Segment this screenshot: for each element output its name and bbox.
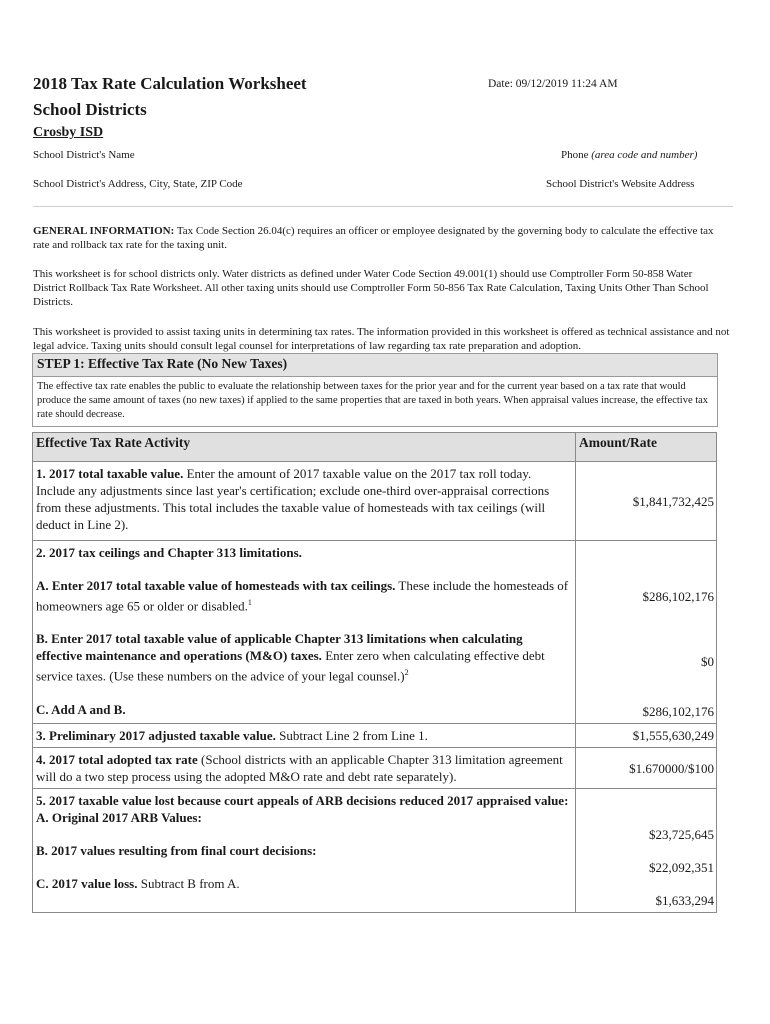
legal-disclaimer-paragraph: This worksheet is provided to assist taxing units in determining tax rates. The information provided in this worksheet is offered as technical assistance and not legal advice. Taxing units should consult legal counsel for interpretations of law regarding tax rate preparation and adoption. [33, 326, 730, 352]
table-row-line4 [33, 748, 717, 789]
district-name: Crosby ISD [33, 125, 104, 140]
line2a-text: These include the homesteads of homeowners age 65 or older or disabled. [36, 578, 569, 614]
line5-label [33, 789, 576, 913]
line2b-amount: $0 [701, 654, 714, 669]
activity-column-header: Effective Tax Rate Activity [33, 433, 576, 462]
general-information-label: GENERAL INFORMATION: [33, 225, 175, 237]
table-row-line1 [33, 462, 717, 541]
line5-heading: 5. 2017 taxable value lost because court appeals of ARB decisions reduced 2017 appraised value: [36, 793, 569, 808]
effective-tax-rate-table [32, 432, 717, 913]
line4-amount: $1.670000/$100 [576, 748, 717, 789]
general-information-text: Tax Code Section 26.04(c) requires an officer or employee designated by the governing body to calculate the effective tax rate and rollback tax rate for the taxing unit. [33, 225, 714, 251]
line2b-text: Enter zero when calculating effective debt service taxes. (Use these numbers on the advice of your legal counsel.) [36, 648, 545, 684]
website-label: School District's Website Address [546, 178, 695, 190]
phone-hint: (area code and number) [591, 149, 698, 161]
step1-description: The effective tax rate enables the public to evaluate the relationship between taxes for the prior year and for the current year based on a tax rate that would produce the same amount of taxes (no new taxes) if applied to the same properties that are taxed in both years. When appraisal values increase, the effective tax rate should decrease. [37, 381, 709, 420]
worksheet-subtitle: School Districts [33, 100, 147, 119]
line2a-label [36, 577, 572, 614]
line5a-amount: $23,725,645 [649, 827, 714, 842]
line5b-amount: $22,092,351 [649, 860, 714, 875]
line2c-amount: $286,102,176 [642, 704, 714, 719]
general-information [33, 224, 725, 252]
phone-label [561, 149, 697, 161]
worksheet-scope-paragraph: This worksheet is for school districts only. Water districts as defined under Water Code Section 49.001(1) should use Comptroller Form 50-858 Water District Rollback Tax Rate Worksheet. All other taxing units should use Comptroller Form 50-856 Tax Rate Calculation, Taxing Units Other Than School Districts. [33, 268, 709, 308]
worksheet-title: 2018 Tax Rate Calculation Worksheet [33, 74, 307, 93]
line2-amounts [576, 541, 717, 724]
table-row-line5 [33, 789, 717, 913]
line1-title: 1. 2017 total taxable value. [36, 466, 184, 481]
line5c-title: C. 2017 value loss. [36, 876, 138, 891]
line1-text: Enter the amount of 2017 taxable value on the 2017 tax roll today. Include any adjustments since last year's certification; exclude one-third over-appraisal corrections from these adjustments. This total includes the taxable value of homesteads with tax ceilings (will deduct in Line 2). [36, 466, 550, 532]
line2a-title: A. Enter 2017 total taxable value of homesteads with tax ceilings. [36, 578, 396, 593]
line5c-amount: $1,633,294 [655, 893, 714, 908]
line4-label [33, 748, 576, 789]
district-name-label: School District's Name [33, 149, 135, 161]
amount-column-header: Amount/Rate [576, 433, 717, 462]
line2c-label: C. Add A and B. [36, 701, 126, 717]
line3-text: Subtract Line 2 from Line 1. [275, 728, 428, 743]
footnote-1: 1 [247, 598, 252, 607]
line3-label [33, 724, 576, 748]
phone-label-text: Phone [561, 149, 589, 161]
line2b-label [36, 630, 572, 684]
address-label: School District's Address, City, State, ZIP Code [33, 178, 243, 190]
line5a-label: A. Original 2017 ARB Values: [36, 810, 202, 825]
line4-title: 4. 2017 total adopted tax rate [36, 752, 198, 767]
line3-amount: $1,555,630,249 [576, 724, 717, 748]
line2a-amount: $286,102,176 [642, 589, 714, 604]
line3-title: 3. Preliminary 2017 adjusted taxable value. [36, 728, 276, 743]
line2b-title: B. Enter 2017 total taxable value of applicable Chapter 313 limitations when calculating effective maintenance and operations (M&O) taxes. [36, 631, 523, 664]
footnote-2: 2 [404, 668, 409, 678]
table-row-line3 [33, 724, 717, 748]
header-divider [33, 206, 733, 207]
line5c-label [36, 875, 572, 892]
step1-box [32, 353, 718, 427]
step1-heading: STEP 1: Effective Tax Rate (No New Taxes) [33, 354, 717, 377]
line5-amounts [576, 789, 717, 913]
date-stamp: Date: 09/12/2019 11:24 AM [488, 78, 618, 90]
table-header-row [33, 433, 717, 462]
line5b-label: B. 2017 values resulting from final court decisions: [36, 843, 317, 858]
table-row-line2 [33, 541, 717, 724]
line2-label [33, 541, 576, 724]
line4-text: (School districts with an applicable Chapter 313 limitation agreement will do a two step process using the adopted M&O rate and debt rate separately). [36, 752, 563, 784]
line1-amount: $1,841,732,425 [576, 462, 717, 541]
line5c-text: Subtract B from A. [137, 876, 240, 891]
line2-heading: 2. 2017 tax ceilings and Chapter 313 limitations. [36, 545, 302, 560]
line1-label [33, 462, 576, 541]
